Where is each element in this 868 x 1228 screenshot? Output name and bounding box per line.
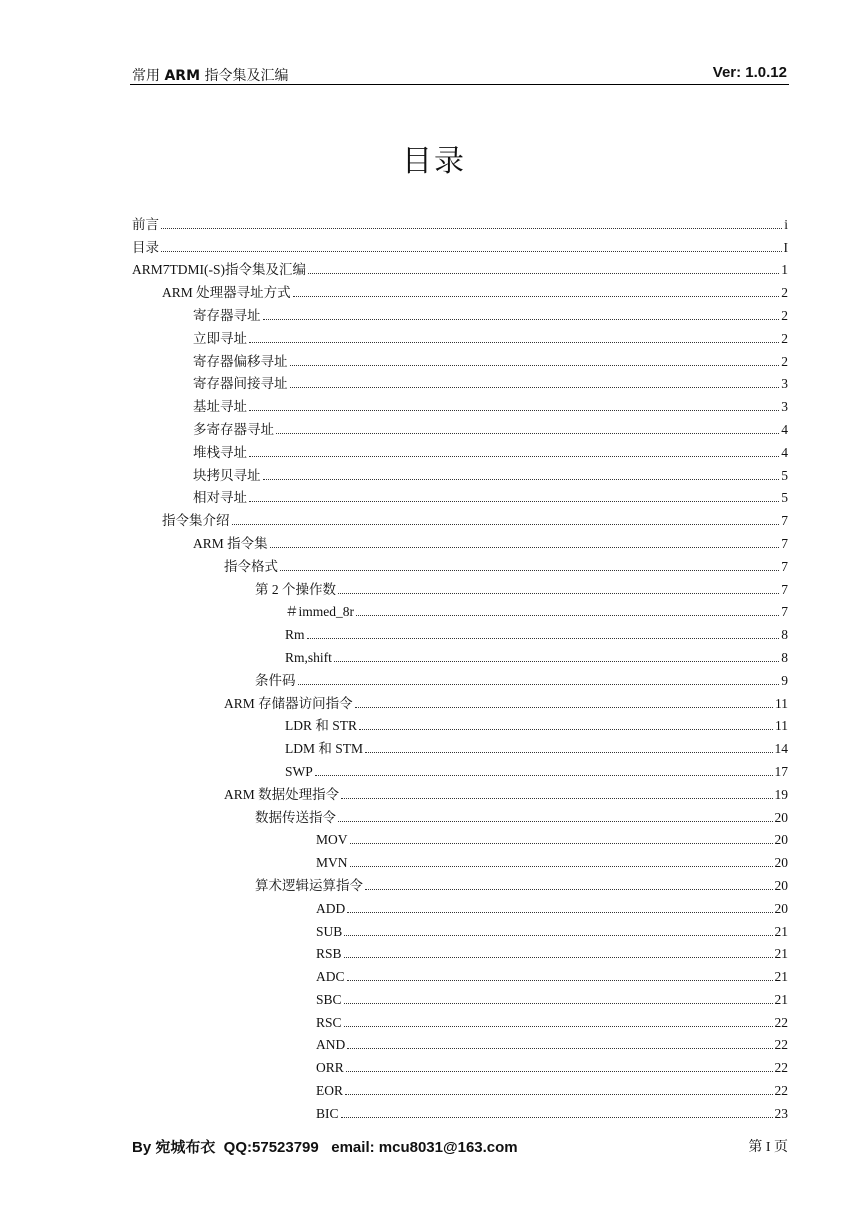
toc-entry-label: 块拷贝寻址: [193, 467, 261, 483]
toc-entry[interactable]: [132, 278, 788, 301]
toc-entry-label: 基址寻址: [193, 399, 247, 415]
toc-leader-dots: [276, 432, 779, 434]
toc-entry-label: 指令集介绍: [162, 513, 230, 529]
toc-entry[interactable]: [132, 1076, 788, 1099]
toc-entry-page: 20: [774, 900, 788, 916]
toc-entry[interactable]: [132, 1008, 788, 1031]
toc-entry[interactable]: [132, 1053, 788, 1076]
toc-entry[interactable]: [132, 1031, 788, 1054]
toc-entry[interactable]: [132, 529, 788, 552]
toc-entry[interactable]: [132, 233, 788, 256]
header-title-prefix: 常用: [132, 68, 165, 84]
toc-entry[interactable]: [132, 689, 788, 712]
toc-entry[interactable]: [132, 734, 788, 757]
toc-entry-page: 8: [781, 649, 788, 665]
footer-decorative-border: [130, 1119, 789, 1133]
toc-leader-dots: [344, 1025, 773, 1027]
page-header: [130, 62, 789, 85]
toc-entry[interactable]: [132, 666, 788, 689]
toc-leader-dots: [334, 660, 779, 662]
toc-leader-dots: [347, 1047, 772, 1049]
toc-entry-page: 5: [781, 490, 788, 506]
header-title: [132, 65, 288, 85]
toc-leader-dots: [161, 250, 782, 252]
toc-entry-label: 条件码: [255, 672, 296, 688]
toc-leader-dots: [249, 409, 779, 411]
toc-leader-dots: [365, 888, 773, 890]
toc-entry-label: Rm,shift: [285, 649, 332, 665]
toc-entry-label: 算术逻辑运算指令: [255, 877, 363, 893]
toc-entry-label: 指令格式: [224, 558, 278, 574]
toc-leader-dots: [232, 523, 780, 525]
toc-entry-label: ARM 数据处理指令: [224, 786, 340, 802]
toc-entry-label: ADD: [316, 900, 346, 916]
toc-entry-label: MOV: [316, 832, 348, 848]
toc-entry-label: AND: [316, 1037, 346, 1053]
toc-leader-dots: [344, 956, 773, 958]
toc-leader-dots: [365, 751, 772, 753]
toc-entry[interactable]: [132, 575, 788, 598]
toc-entry[interactable]: [132, 506, 788, 529]
toc-entry-label: SUB: [316, 923, 343, 939]
toc-leader-dots: [359, 728, 773, 730]
toc-leader-dots: [290, 386, 780, 388]
toc-entry-page: 21: [774, 923, 788, 939]
toc-entry-label: Rm: [285, 627, 305, 643]
toc-entry-label: 数据传送指令: [255, 809, 336, 825]
toc-entry-label: 第 2 个操作数: [255, 581, 336, 597]
toc-entry-page: 21: [774, 969, 788, 985]
toc-leader-dots: [249, 455, 779, 457]
toc-entry[interactable]: [132, 392, 788, 415]
toc-entry[interactable]: [132, 940, 788, 963]
toc-entry-label: RSB: [316, 946, 342, 962]
footer-author-contact: By 宛城布衣 QQ:57523799 email: mcu8031@163.com: [132, 1139, 518, 1156]
toc-leader-dots: [307, 637, 780, 639]
page-title: 目录: [402, 144, 466, 179]
toc-entry-page: 11: [775, 718, 788, 734]
toc-leader-dots: [249, 500, 779, 502]
toc-entry[interactable]: [132, 347, 788, 370]
toc-entry-label: ADC: [316, 969, 345, 985]
toc-entry-label: SWP: [285, 763, 313, 779]
toc-entry-label: ORR: [316, 1060, 344, 1076]
toc-entry[interactable]: [132, 712, 788, 735]
toc-leader-dots: [341, 1116, 773, 1118]
toc-entry-page: 3: [781, 399, 788, 415]
footer-page-number: 第 I 页: [748, 1140, 788, 1155]
toc-entry-page: 23: [774, 1105, 788, 1121]
toc-entry-page: 20: [774, 809, 788, 825]
toc-entry-label: 寄存器间接寻址: [193, 376, 288, 392]
toc-entry[interactable]: [132, 643, 788, 666]
toc-entry[interactable]: [132, 438, 788, 461]
toc-entry-page: 21: [774, 946, 788, 962]
toc-entry[interactable]: [132, 780, 788, 803]
toc-entry-page: 21: [774, 991, 788, 1007]
toc-entry-label: ARM 存储器访问指令: [224, 695, 353, 711]
toc-leader-dots: [263, 478, 780, 480]
toc-entry-page: 20: [774, 832, 788, 848]
toc-entry-page: 22: [774, 1037, 788, 1053]
toc-entry-page: 2: [781, 353, 788, 369]
toc-entry-page: 5: [781, 467, 788, 483]
toc-leader-dots: [293, 295, 780, 297]
toc-leader-dots: [347, 979, 773, 981]
toc-entry-page: 3: [781, 376, 788, 392]
toc-entry-label: ＃immed_8r: [285, 604, 354, 620]
toc-entry-page: 2: [781, 285, 788, 301]
toc-entry-label: 前言: [132, 216, 159, 232]
toc-entry-label: EOR: [316, 1083, 343, 1099]
toc-entry[interactable]: [132, 301, 788, 324]
toc-entry-page: 14: [774, 741, 788, 757]
toc-entry[interactable]: [132, 848, 788, 871]
toc-leader-dots: [345, 1093, 773, 1095]
toc-leader-dots: [344, 1002, 773, 1004]
toc-entry-label: 寄存器偏移寻址: [193, 353, 288, 369]
toc-leader-dots: [350, 842, 773, 844]
toc-entry-page: I: [783, 239, 788, 255]
toc-entry-page: 2: [781, 330, 788, 346]
toc-entry-page: 22: [774, 1083, 788, 1099]
page-footer: [132, 1136, 788, 1156]
toc-entry-page: 2: [781, 307, 788, 323]
header-title-suffix: 指令集及汇编: [200, 68, 289, 84]
toc-entry[interactable]: [132, 871, 788, 894]
toc-entry[interactable]: [132, 210, 788, 233]
toc-leader-dots: [338, 820, 773, 822]
table-of-contents: [132, 210, 788, 1122]
toc-entry-page: 7: [781, 604, 788, 620]
toc-entry-page: 9: [781, 672, 788, 688]
toc-entry[interactable]: [132, 484, 788, 507]
toc-entry[interactable]: [132, 894, 788, 917]
toc-entry-label: LDR 和 STR: [285, 718, 358, 734]
toc-entry-page: 7: [781, 513, 788, 529]
toc-leader-dots: [263, 318, 780, 320]
toc-leader-dots: [344, 934, 772, 936]
toc-entry[interactable]: [132, 757, 788, 780]
toc-leader-dots: [355, 706, 773, 708]
toc-entry-page: 20: [774, 877, 788, 893]
toc-leader-dots: [280, 569, 779, 571]
toc-entry[interactable]: [132, 256, 788, 279]
toc-entry-page: 20: [774, 855, 788, 871]
toc-entry-label: 立即寻址: [193, 330, 247, 346]
toc-entry[interactable]: [132, 552, 788, 575]
toc-entry-page: 4: [781, 421, 788, 437]
toc-entry-label: MVN: [316, 855, 348, 871]
toc-entry-page: 1: [781, 262, 788, 278]
toc-leader-dots: [346, 1070, 773, 1072]
toc-leader-dots: [270, 546, 780, 548]
toc-entry[interactable]: [132, 620, 788, 643]
toc-entry-label: RSC: [316, 1014, 342, 1030]
toc-entry-page: 19: [774, 786, 788, 802]
toc-entry-page: 17: [774, 763, 788, 779]
toc-entry-page: 7: [781, 581, 788, 597]
toc-entry[interactable]: [132, 598, 788, 621]
toc-entry[interactable]: [132, 803, 788, 826]
toc-leader-dots: [290, 364, 780, 366]
header-version: Ver: 1.0.12: [712, 64, 787, 81]
toc-entry[interactable]: [132, 370, 788, 393]
toc-entry-page: 22: [774, 1014, 788, 1030]
toc-entry-page: i: [784, 216, 788, 232]
toc-leader-dots: [315, 774, 773, 776]
toc-leader-dots: [249, 341, 779, 343]
toc-leader-dots: [341, 797, 772, 799]
toc-leader-dots: [350, 865, 773, 867]
toc-entry[interactable]: [132, 917, 788, 940]
toc-entry-label: 相对寻址: [193, 490, 247, 506]
toc-entry-label: 多寄存器寻址: [193, 421, 274, 437]
toc-entry-label: SBC: [316, 991, 342, 1007]
toc-leader-dots: [347, 911, 772, 913]
toc-entry[interactable]: [132, 962, 788, 985]
toc-entry-label: ARM 处理器寻址方式: [162, 285, 291, 301]
toc-entry[interactable]: [132, 826, 788, 849]
toc-entry-label: ARM 指令集: [193, 535, 268, 551]
toc-entry-page: 22: [774, 1060, 788, 1076]
toc-entry-label: BIC: [316, 1105, 339, 1121]
toc-entry[interactable]: [132, 985, 788, 1008]
toc-entry-page: 11: [775, 695, 788, 711]
toc-entry-page: 7: [781, 535, 788, 551]
toc-entry-page: 7: [781, 558, 788, 574]
toc-leader-dots: [298, 683, 780, 685]
toc-entry-page: 8: [781, 627, 788, 643]
toc-entry[interactable]: [132, 415, 788, 438]
toc-leader-dots: [161, 227, 782, 229]
toc-entry-label: ARM7TDMI(-S)指令集及汇编: [132, 262, 306, 278]
toc-entry-page: 4: [781, 444, 788, 460]
toc-leader-dots: [338, 592, 779, 594]
toc-leader-dots: [308, 272, 779, 274]
toc-entry[interactable]: [132, 324, 788, 347]
toc-entry-label: 目录: [132, 239, 159, 255]
toc-entry[interactable]: [132, 461, 788, 484]
toc-entry-label: LDM 和 STM: [285, 741, 364, 757]
toc-entry-label: 堆栈寻址: [193, 444, 247, 460]
toc-entry-label: 寄存器寻址: [193, 307, 261, 323]
header-title-bold: ARM: [164, 68, 200, 84]
toc-leader-dots: [356, 614, 779, 616]
